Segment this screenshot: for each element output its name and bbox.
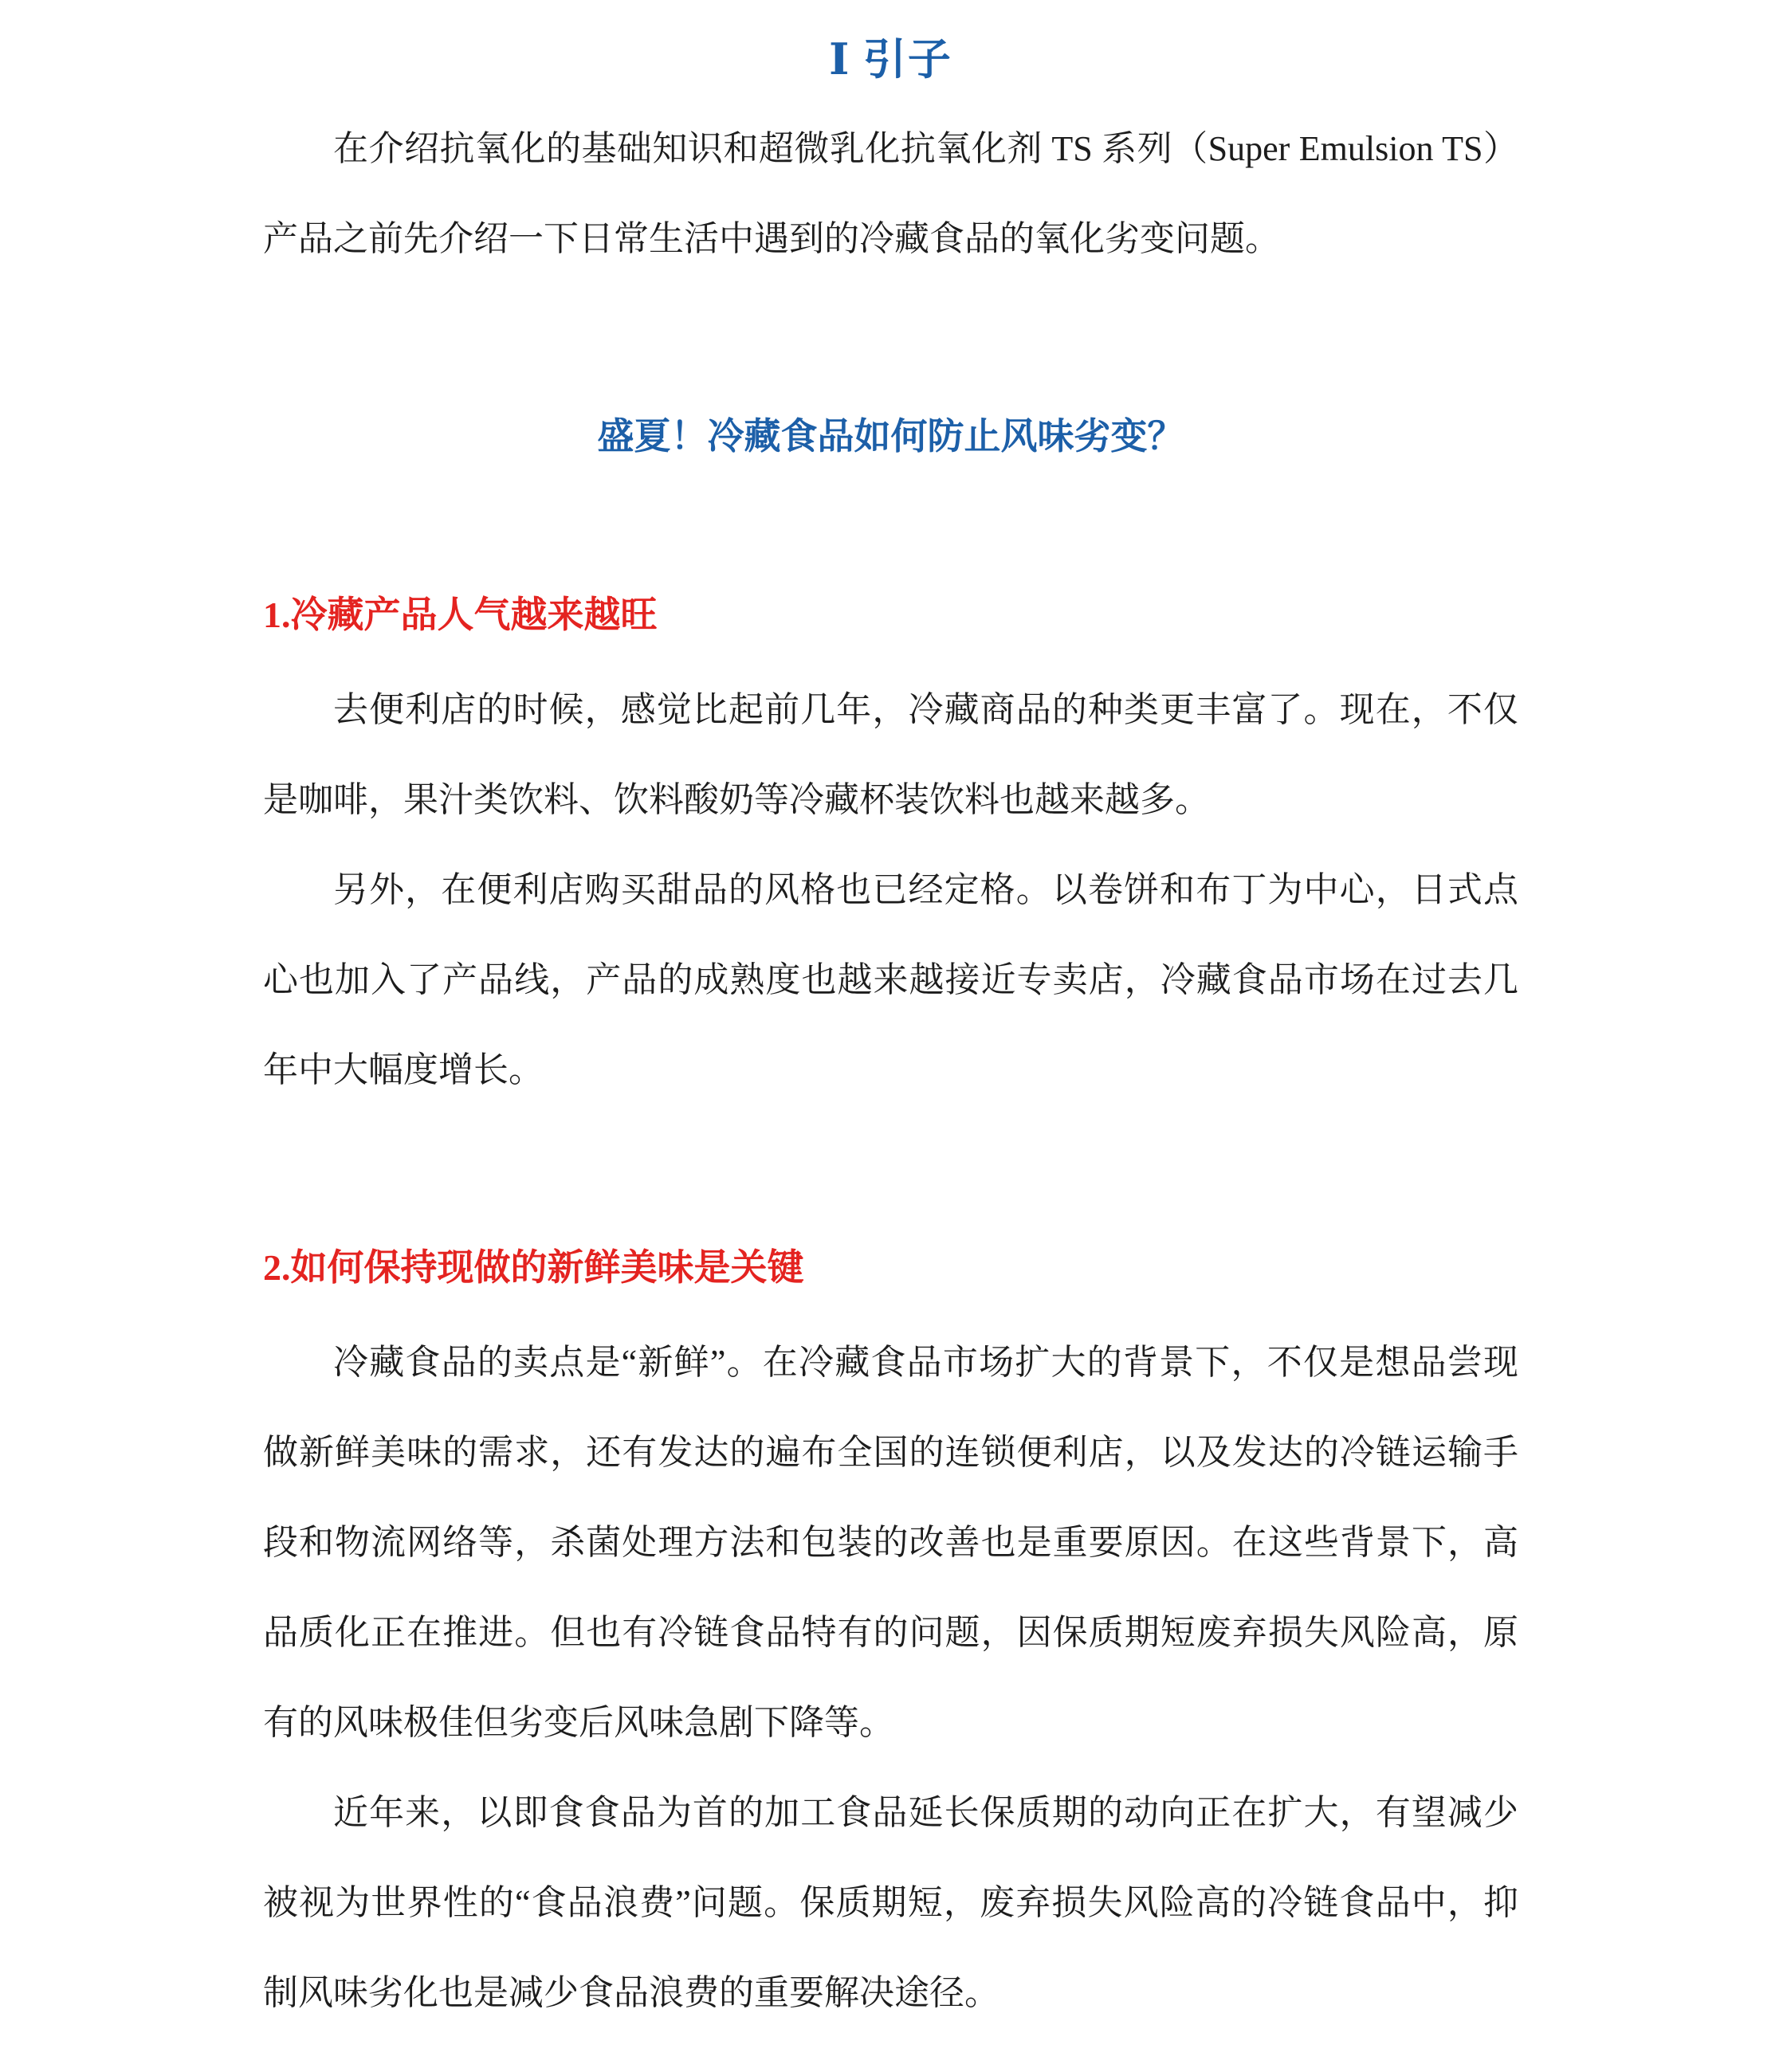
article-title: 盛夏！冷藏食品如何防止风味劣变？ bbox=[597, 416, 1184, 457]
section-1-paragraph-2: 另外，在便利店购买甜品的风格也已经定格。以卷饼和布丁为中心，日式点心也加入了产品线，产品的成熟度也越来越接近专卖店，冷藏食品市场在过去几年中大幅度增长。 bbox=[263, 870, 1518, 1089]
section-2-paragraph-2: 近年来，以即食食品为首的加工食品延长保质期的动向正在扩大，有望减少被视为世界性的“食品浪费”问题。保质期短，废弃损失风险高的冷链食品中，抑制风味劣化也是减少食品浪费的重要解决途径。 bbox=[263, 1793, 1518, 2012]
section-1-paragraph-1: 去便利店的时候，感觉比起前几年，冷藏商品的种类更丰富了。现在，不仅是咖啡，果汁类饮料、饮料酸奶等冷藏杯装饮料也越来越多。 bbox=[263, 690, 1518, 819]
section-1-heading: 1.冷藏产品人气越来越旺 bbox=[263, 595, 658, 635]
main-title: Ⅰ 引子 bbox=[829, 36, 952, 84]
section-2-paragraph-1: 冷藏食品的卖点是“新鲜”。在冷藏食品市场扩大的背景下，不仅是想品尝现做新鲜美味的需求，还有发达的遍布全国的连锁便利店，以及发达的冷链运输手段和物流网络等，杀菌处理方法和包装的改善也是重要原因。在这些背景下，高品质化正在推进。但也有冷链食品特有的问题，因保质期短废弃损失风险高，原有的风味极佳但劣变后风味急剧下降等。 bbox=[263, 1343, 1518, 1742]
section-2-heading: 2.如何保持现做的新鲜美味是关键 bbox=[263, 1247, 804, 1288]
intro-paragraph: 在介绍抗氧化的基础知识和超微乳化抗氧化剂 TS 系列（Super Emulsion TS）产品之前先介绍一下日常生活中遇到的冷藏食品的氧化劣变问题。 bbox=[263, 129, 1518, 258]
